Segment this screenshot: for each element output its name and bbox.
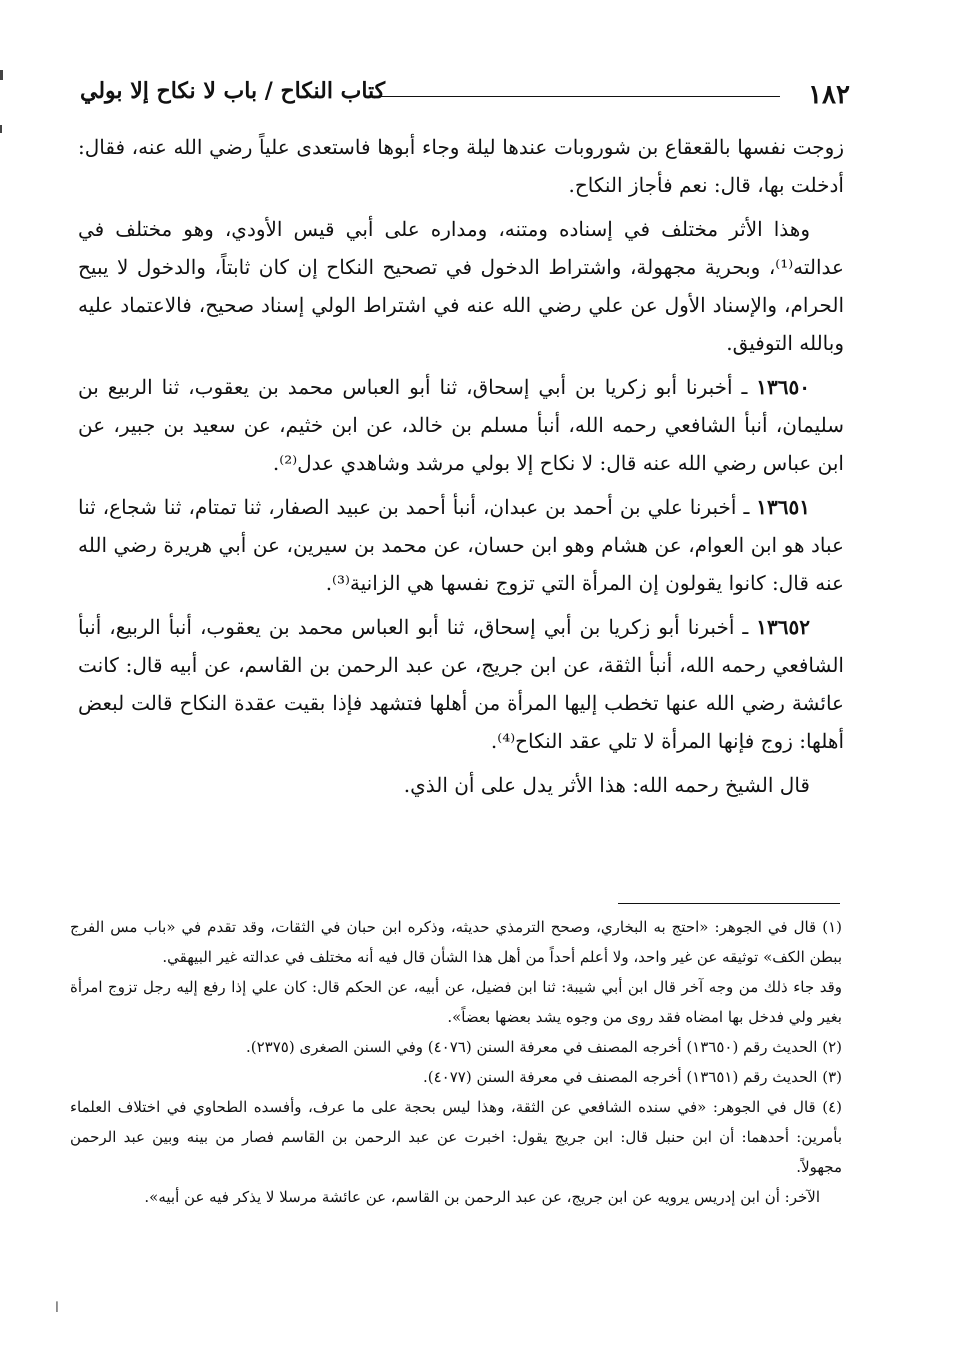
footnote: (٤) قال في الجوهر: «في سنده الشافعي عن الثقة، وهذا ليس بحجة على ما عرف، وأفسده الطحاوي في اختلاف العلماء بأمرين: أحدهما: أن ابن حنبل قال: ابن جريج يقول: اخبرت عن عبد الرحمن بن القاسم فصار من بينه وبين عبد الرحمن مجهولاً. — [70, 1098, 842, 1176]
page-number: ١٨٢ — [808, 80, 850, 110]
hadith-paragraph — [78, 608, 844, 760]
scan-edge-mark — [0, 125, 2, 133]
footnote-separator — [618, 903, 840, 904]
footnote: (١) قال في الجوهر: «احتج به البخاري، وصحح الترمذي حديثه، وذكره ابن حبان في الثقات، وقد تقدم في «باب مس الفرج ببطن الكف» توثيقه عن غير واحد، ولا أعلم أحداً من أهل هذا الشأن قال فيه أنه مختلف في عدالته غير البيهقي. — [70, 918, 843, 966]
hadith-paragraph — [78, 488, 844, 602]
page-header — [80, 72, 850, 112]
paragraph: قال الشيخ رحمه الله: هذا الأثر يدل على أن الذي. — [403, 773, 810, 797]
footnote: (٣) الحديث رقم (١٣٦٥١) أخرجه المصنف في معرفة السنن (٤٠٧٧). — [423, 1068, 842, 1086]
hadith-number: ١٣٦٥٢ — [756, 615, 810, 639]
hadith-text: ـ أخبرنا أبو زكريا بن أبي إسحاق، ثنا أبو العباس محمد بن يعقوب، أنبأ الربيع، أنبأ الشافعي رحمه الله، أنبأ الثقة، عن ابن جريج، عن عبد الرحمن بن القاسم، عن أبيه قال: كانت عائشة رضي الله عنها تخطب إليها المرأة من أهلها فتشهد فإذا بقيت عقدة النكاح قالت لبعض أهلها: زوج فإنها المرأة لا تلي عقد النكاح⁽⁴⁾. — [78, 615, 844, 753]
hadith-text: ـ أخبرنا أبو زكريا بن أبي إسحاق، ثنا أبو العباس محمد بن يعقوب، ثنا الربيع بن سليمان، أنبأ الشافعي رحمه الله، أنبأ مسلم بن خالد، عن ابن خثيم، عن سعيد بن جبير، عن ابن عباس رضي الله عنه قال: لا نكاح إلا بولي مرشد وشاهدي عدل⁽²⁾. — [78, 375, 844, 475]
hadith-number: ١٣٦٥١ — [756, 495, 811, 519]
paragraph: وهذا الأثر مختلف في إسناده ومتنه، ومداره على أبي قيس الأودي، وهو مختلف في عدالته⁽¹⁾، وبحرية مجهولة، واشتراط الدخول في تصحيح النكاح إن كان ثابتاً، والدخول لا يبيح الحرام، والإسناد الأول عن علي رضي الله عنه في اشتراط الولي إسناد صحيح، فالاعتماد عليه وبالله التوفيق. — [78, 217, 844, 355]
margin-mark: ا — [55, 1300, 59, 1316]
main-text — [78, 128, 844, 810]
footnotes — [70, 912, 842, 1212]
footnote-continuation: الآخر: أن ابن إدريس يرويه عن ابن جريج، عن عبد الرحمن بن القاسم، عن عائشة مرسلا لا يذكر فيه عن أبيه». — [144, 1188, 820, 1206]
scan-edge-mark — [0, 70, 3, 80]
hadith-number: ١٣٦٥٠ — [756, 375, 810, 399]
hadith-text: ـ أخبرنا علي بن أحمد بن عبدان، أنبأ أحمد بن عبيد الصفار، ثنا تمتام، ثنا شجاع، ثنا عباد هو ابن العوام، عن هشام وهو ابن حسان، عن محمد بن سيرين، عن أبي هريرة رضي الله عنه قال: كانوا يقولون إن المرأة التي تزوج نفسها هي الزانية⁽³⁾. — [78, 495, 844, 595]
paragraph: زوجت نفسها بالقعقاع بن شوروبات عندها ليلة وجاء أبوها فاستعدى علياً رضي الله عنه، فقال: أدخلت بها، قال: نعم فأجاز النكاح. — [78, 135, 844, 197]
footnote-continuation: وقد جاء ذلك من وجه آخر قال ابن أبي شيبة: ثنا ابن فضيل، عن أبيه، عن الحكم قال: كان علي إذا رفع إليه رجل تزوج امرأة بغير ولي فدخل بها امضاه فقد روى من وجوه يشد بعضها بعضاً». — [70, 978, 842, 1026]
header-rule — [365, 96, 780, 97]
footnote: (٢) الحديث رقم (١٣٦٥٠) أخرجه المصنف في معرفة السنن (٤٠٧٦) وفي السنن الصغرى (٢٣٧٥). — [246, 1038, 842, 1056]
hadith-paragraph — [78, 368, 844, 482]
running-title: كتاب النكاح / باب لا نكاح إلا بولي — [80, 78, 386, 104]
